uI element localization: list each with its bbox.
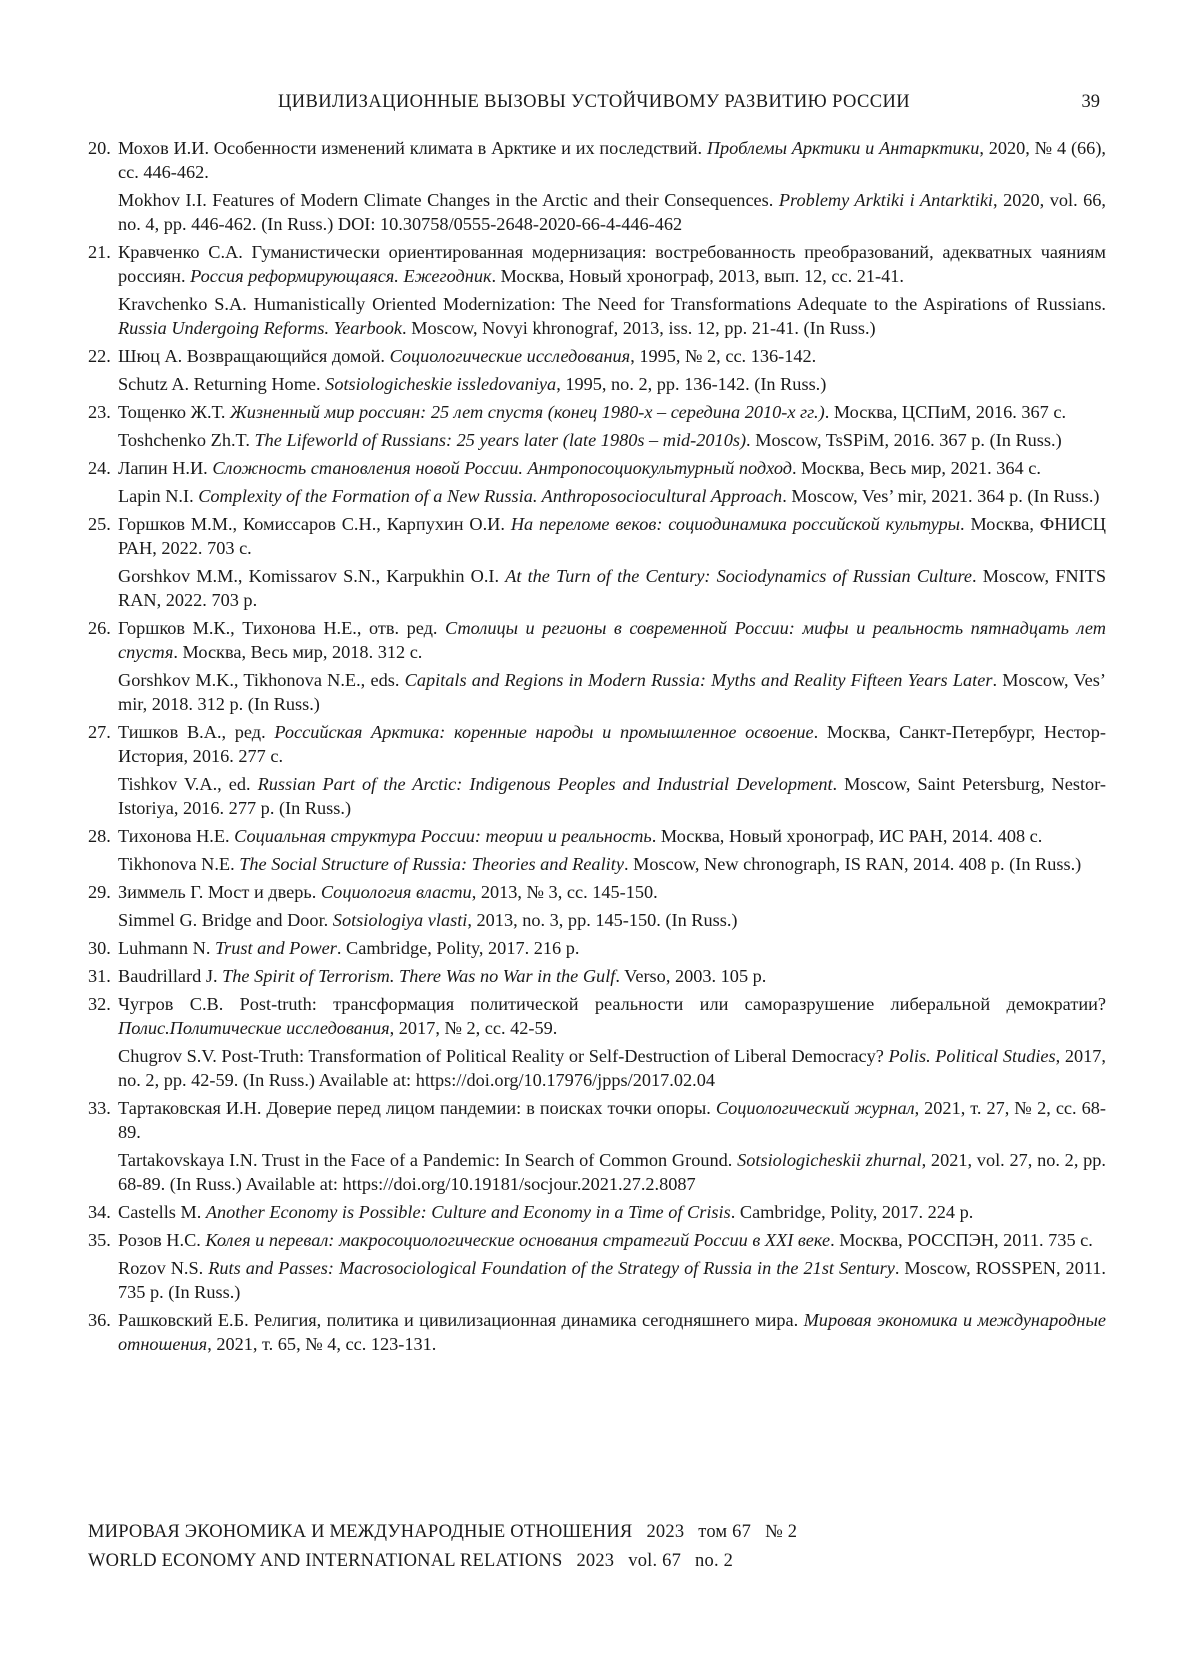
ref-text: , 1995, no. 2, pp. 136-142. (In Russ.) xyxy=(556,374,827,394)
reference-item xyxy=(88,824,1106,876)
ref-text: Шюц А. Возвращающийся домой. xyxy=(118,346,390,366)
ref-text: . Москва, ЦСПиМ, 2016. 367 с. xyxy=(824,402,1067,422)
footer-issue-en: no. 2 xyxy=(695,1551,734,1571)
ref-text: Rozov N.S. xyxy=(118,1258,209,1278)
reference-original xyxy=(88,344,1106,368)
ref-text: . Москва, Весь мир, 2018. 312 с. xyxy=(173,642,423,662)
reference-number: 33. xyxy=(88,1098,111,1118)
reference-original xyxy=(88,1096,1106,1144)
ref-italic-title: The Social Structure of Russia: Theories and Reality xyxy=(239,854,624,874)
ref-italic-title: The Lifeworld of Russians: 25 years later (late 1980s – mid-2010s) xyxy=(254,430,747,450)
reference-number: 23. xyxy=(88,402,111,422)
reference-original xyxy=(88,992,1106,1040)
ref-text: Tikhonova N.E. xyxy=(118,854,240,874)
reference-transliteration xyxy=(88,772,1106,820)
footer-year-en: 2023 xyxy=(576,1551,615,1571)
reference-item xyxy=(88,240,1106,340)
ref-text: . Москва, Новый хронограф, ИС РАН, 2014. 408 с. xyxy=(651,826,1043,846)
ref-text: Lapin N.I. xyxy=(118,486,199,506)
reference-number: 20. xyxy=(88,138,111,158)
reference-item xyxy=(88,1308,1106,1356)
ref-text: Chugrov S.V. Post-Truth: Transformation of Political Reality or Self-Destruction of Liberal Democracy? xyxy=(118,1046,889,1066)
ref-text: Schutz A. Returning Home. xyxy=(118,374,326,394)
ref-text: , 2021, vol. 27, no. 2, pp. 68-89. (In Russ.) Available at: https://doi.org/10.19181/socjour.2021.27.2.8087 xyxy=(118,1150,1106,1194)
footer-journal-en: WORLD ECONOMY AND INTERNATIONAL RELATIONS xyxy=(88,1551,563,1571)
ref-italic-title: На переломе веков: социодинамика российской культуры xyxy=(510,514,961,534)
ref-text: Toshchenko Zh.T. xyxy=(118,430,255,450)
reference-original xyxy=(88,240,1106,288)
ref-italic-title: Социология власти xyxy=(320,882,472,902)
ref-text: Luhmann N. xyxy=(118,938,215,958)
ref-text: , 2021, т. 65, № 4, сс. 123-131. xyxy=(207,1334,437,1354)
ref-text: . Москва, Весь мир, 2021. 364 с. xyxy=(791,458,1041,478)
reference-number: 36. xyxy=(88,1310,111,1330)
ref-italic-title: Сложность становления новой России. Антропосоциокультурный подход xyxy=(212,458,792,478)
reference-original xyxy=(88,1200,1106,1224)
reference-number: 24. xyxy=(88,458,111,478)
ref-text: Лапин Н.И. xyxy=(118,458,213,478)
ref-text: Tishkov V.A., ed. xyxy=(118,774,258,794)
ref-italic-title: Российская Арктика: коренные народы и промышленное освоение xyxy=(274,722,814,742)
ref-italic-title: Полис.Политические исследования xyxy=(118,1018,390,1038)
reference-number: 35. xyxy=(88,1230,111,1250)
reference-item xyxy=(88,936,1106,960)
reference-transliteration xyxy=(88,668,1106,716)
ref-text: Kravchenko S.A. Humanistically Oriented Modernization: The Need for Transformations Adequate to the Aspirations of Russians. xyxy=(118,294,1106,314)
reference-original xyxy=(88,1228,1106,1252)
footer-volume-en: vol. 67 xyxy=(628,1551,682,1571)
ref-text: Тощенко Ж.Т. xyxy=(118,402,230,422)
reference-number: 21. xyxy=(88,242,111,262)
ref-text: . Moscow, Ves’ mir, 2018. 312 p. (In Russ.) xyxy=(118,670,1106,714)
footer-line-en xyxy=(88,1547,797,1576)
reference-original xyxy=(88,512,1106,560)
ref-text: . Москва, Санкт-Петербург, Нестор-История, 2016. 277 с. xyxy=(118,722,1107,766)
ref-text: . Cambridge, Polity, 2017. 224 p. xyxy=(730,1202,974,1222)
ref-text: Mokhov I.I. Features of Modern Climate Changes in the Arctic and their Consequences. xyxy=(118,190,779,210)
reference-transliteration xyxy=(88,188,1106,236)
reference-number: 27. xyxy=(88,722,111,742)
ref-italic-title: Polis. Political Studies xyxy=(888,1046,1056,1066)
ref-text: . Moscow, Saint Petersburg, Nestor-Istoriya, 2016. 277 p. (In Russ.) xyxy=(118,774,1107,818)
ref-italic-title: Russia Undergoing Reforms. Yearbook xyxy=(118,318,403,338)
ref-italic-title: Ruts and Passes: Macrosociological Foundation of the Strategy of Russia in the 21st Sentury xyxy=(208,1258,895,1278)
footer-year-ru: 2023 xyxy=(646,1522,685,1542)
ref-text: Мохов И.И. Особенности изменений климата в Арктике и их последствий. xyxy=(118,138,707,158)
reference-number: 25. xyxy=(88,514,111,534)
reference-item xyxy=(88,964,1106,988)
ref-italic-title: Russian Part of the Arctic: Indigenous Peoples and Industrial Development xyxy=(257,774,833,794)
ref-italic-title: Проблемы Арктики и Антарктики xyxy=(706,138,980,158)
reference-transliteration xyxy=(88,1148,1106,1196)
ref-italic-title: Complexity of the Formation of a New Russia. Anthroposociocultural Approach xyxy=(198,486,783,506)
ref-text: . Москва, ФНИСЦ РАН, 2022. 703 с. xyxy=(118,514,1107,558)
ref-text: Горшков М.К., Тихонова Н.Е., отв. ред. xyxy=(118,618,446,638)
ref-text: . Moscow, Novyi khronograf, 2013, iss. 12, pp. 21-41. (In Russ.) xyxy=(402,318,876,338)
ref-text: Gorshkov M.M., Komissarov S.N., Karpukhin O.I. xyxy=(118,566,506,586)
reference-item xyxy=(88,1228,1106,1304)
reference-item xyxy=(88,136,1106,236)
reference-item xyxy=(88,512,1106,612)
ref-text: Тартаковская И.Н. Доверие перед лицом пандемии: в поисках точки опоры. xyxy=(118,1098,716,1118)
reference-item xyxy=(88,456,1106,508)
footer-line-ru xyxy=(88,1518,797,1547)
ref-text: Baudrillard J. xyxy=(118,966,223,986)
ref-text: . Moscow, Ves’ mir, 2021. 364 p. (In Russ.) xyxy=(782,486,1100,506)
ref-text: . Verso, 2003. 105 p. xyxy=(615,966,767,986)
reference-number: 22. xyxy=(88,346,111,366)
running-header xyxy=(88,92,1100,122)
ref-text: . Moscow, New chronograph, IS RAN, 2014. 408 p. (In Russ.) xyxy=(623,854,1082,874)
reference-original xyxy=(88,400,1106,424)
journal-footer xyxy=(88,1518,797,1576)
ref-italic-title: Another Economy is Possible: Culture and Economy in a Time of Crisis xyxy=(205,1202,731,1222)
footer-journal-ru: МИРОВАЯ ЭКОНОМИКА И МЕЖДУНАРОДНЫЕ ОТНОШЕНИЯ xyxy=(88,1522,633,1542)
reference-number: 29. xyxy=(88,882,111,902)
ref-text: Gorshkov M.K., Tikhonova N.E., eds. xyxy=(118,670,405,690)
ref-text: , 2020, № 4 (66), сс. 446-462. xyxy=(118,138,1106,182)
ref-text: Рашковский Е.Б. Религия, политика и цивилизационная динамика сегодняшнего мира. xyxy=(118,1310,804,1330)
ref-text: . Moscow, TsSPiM, 2016. 367 p. (In Russ.) xyxy=(746,430,1062,450)
ref-text: Castells M. xyxy=(118,1202,206,1222)
ref-italic-title: Жизненный мир россиян: 25 лет спустя (конец 1980-х – середина 2010-х гг.) xyxy=(230,402,825,422)
ref-italic-title: Trust and Power xyxy=(214,938,337,958)
ref-italic-title: Россия реформирующаяся. Ежегодник xyxy=(190,266,492,286)
ref-text: , 2017, № 2, сс. 42-59. xyxy=(389,1018,558,1038)
reference-transliteration xyxy=(88,292,1106,340)
ref-text: . Moscow, FNITS RAN, 2022. 703 p. xyxy=(118,566,1106,610)
reference-number: 26. xyxy=(88,618,111,638)
ref-italic-title: Sotsiologiya vlasti xyxy=(332,910,468,930)
ref-text: , 2020, vol. 66, no. 4, pp. 446-462. (In Russ.) DOI: 10.30758/0555-2648-2020-66-4-446-462 xyxy=(118,190,1106,234)
page-number: 39 xyxy=(1081,92,1100,112)
ref-text: Зиммель Г. Мост и дверь. xyxy=(118,882,321,902)
reference-transliteration xyxy=(88,564,1106,612)
ref-italic-title: Социальная структура России: теории и реальность xyxy=(234,826,652,846)
reference-item xyxy=(88,400,1106,452)
ref-text: . Cambridge, Polity, 2017. 216 p. xyxy=(336,938,580,958)
reference-original xyxy=(88,1308,1106,1356)
reference-original xyxy=(88,720,1106,768)
reference-item xyxy=(88,992,1106,1092)
ref-italic-title: Мировая экономика и международные отношения xyxy=(118,1310,1106,1354)
ref-text: Тишков В.А., ред. xyxy=(118,722,275,742)
reference-transliteration xyxy=(88,484,1106,508)
footer-volume-ru: том 67 xyxy=(698,1522,752,1542)
reference-list xyxy=(88,136,1106,1360)
ref-italic-title: Sotsiologicheskie issledovaniya xyxy=(325,374,557,394)
ref-text: , 2013, no. 3, pp. 145-150. (In Russ.) xyxy=(467,910,738,930)
ref-italic-title: Столицы и регионы в современной России: мифы и реальность пятнадцать лет спустя xyxy=(118,618,1106,662)
reference-number: 30. xyxy=(88,938,111,958)
reference-number: 28. xyxy=(88,826,111,846)
ref-text: Simmel G. Bridge and Door. xyxy=(118,910,333,930)
reference-item xyxy=(88,344,1106,396)
reference-item xyxy=(88,720,1106,820)
ref-text: , 2013, № 3, сс. 145-150. xyxy=(471,882,658,902)
ref-italic-title: Социологические исследования xyxy=(389,346,631,366)
reference-number: 32. xyxy=(88,994,111,1014)
reference-number: 31. xyxy=(88,966,111,986)
ref-text: Горшков М.М., Комиссаров С.Н., Карпухин О.И. xyxy=(118,514,511,534)
ref-text: Чугров С.В. Post-truth: трансформация политической реальности или саморазрушение либеральной демократии? xyxy=(118,994,1106,1014)
ref-text: Розов Н.С. xyxy=(118,1230,206,1250)
reference-item xyxy=(88,1096,1106,1196)
ref-text: , 2017, no. 2, pp. 42-59. (In Russ.) Available at: https://doi.org/10.17976/jpps/2017.02.04 xyxy=(118,1046,1107,1090)
ref-text: . Москва, Новый хронограф, 2013, вып. 12, сс. 21-41. xyxy=(491,266,904,286)
reference-original xyxy=(88,880,1106,904)
running-title: ЦИВИЛИЗАЦИОННЫЕ ВЫЗОВЫ УСТОЙЧИВОМУ РАЗВИТИЮ РОССИИ xyxy=(277,92,911,112)
ref-text: . Москва, РОССПЭН, 2011. 735 с. xyxy=(830,1230,1093,1250)
reference-original xyxy=(88,616,1106,664)
ref-text: , 1995, № 2, сс. 136-142. xyxy=(630,346,817,366)
reference-transliteration xyxy=(88,372,1106,396)
reference-transliteration xyxy=(88,852,1106,876)
ref-italic-title: Problemy Arktiki i Antarktiki xyxy=(778,190,994,210)
reference-original xyxy=(88,936,1106,960)
reference-number: 34. xyxy=(88,1202,111,1222)
reference-original xyxy=(88,456,1106,480)
reference-transliteration xyxy=(88,1256,1106,1304)
ref-text: Кравченко С.А. Гуманистически ориентированная модернизация: востребованность преобразований, адекватных чаяниям россиян. xyxy=(118,242,1106,286)
reference-original xyxy=(88,964,1106,988)
reference-transliteration xyxy=(88,1044,1106,1092)
reference-item xyxy=(88,1200,1106,1224)
ref-italic-title: Sotsiologicheskii zhurnal xyxy=(737,1150,922,1170)
footer-issue-ru: № 2 xyxy=(765,1522,798,1542)
ref-italic-title: The Spirit of Terrorism. There Was no War in the Gulf xyxy=(222,966,616,986)
reference-original xyxy=(88,136,1106,184)
reference-item xyxy=(88,616,1106,716)
reference-item xyxy=(88,880,1106,932)
ref-text: Тихонова Н.Е. xyxy=(118,826,235,846)
ref-text: Tartakovskaya I.N. Trust in the Face of a Pandemic: In Search of Common Ground. xyxy=(118,1150,738,1170)
ref-text: . Moscow, ROSSPEN, 2011. 735 p. (In Russ.) xyxy=(118,1258,1107,1302)
ref-italic-title: Социологический журнал xyxy=(715,1098,915,1118)
ref-italic-title: At the Turn of the Century: Sociodynamics of Russian Culture xyxy=(505,566,973,586)
ref-italic-title: Колея и перевал: макросоциологические основания стратегий России в XXI веке xyxy=(205,1230,831,1250)
reference-transliteration xyxy=(88,428,1106,452)
reference-transliteration xyxy=(88,908,1106,932)
ref-text: , 2021, т. 27, № 2, сс. 68-89. xyxy=(118,1098,1106,1142)
ref-italic-title: Capitals and Regions in Modern Russia: Myths and Reality Fifteen Years Later xyxy=(404,670,993,690)
reference-original xyxy=(88,824,1106,848)
